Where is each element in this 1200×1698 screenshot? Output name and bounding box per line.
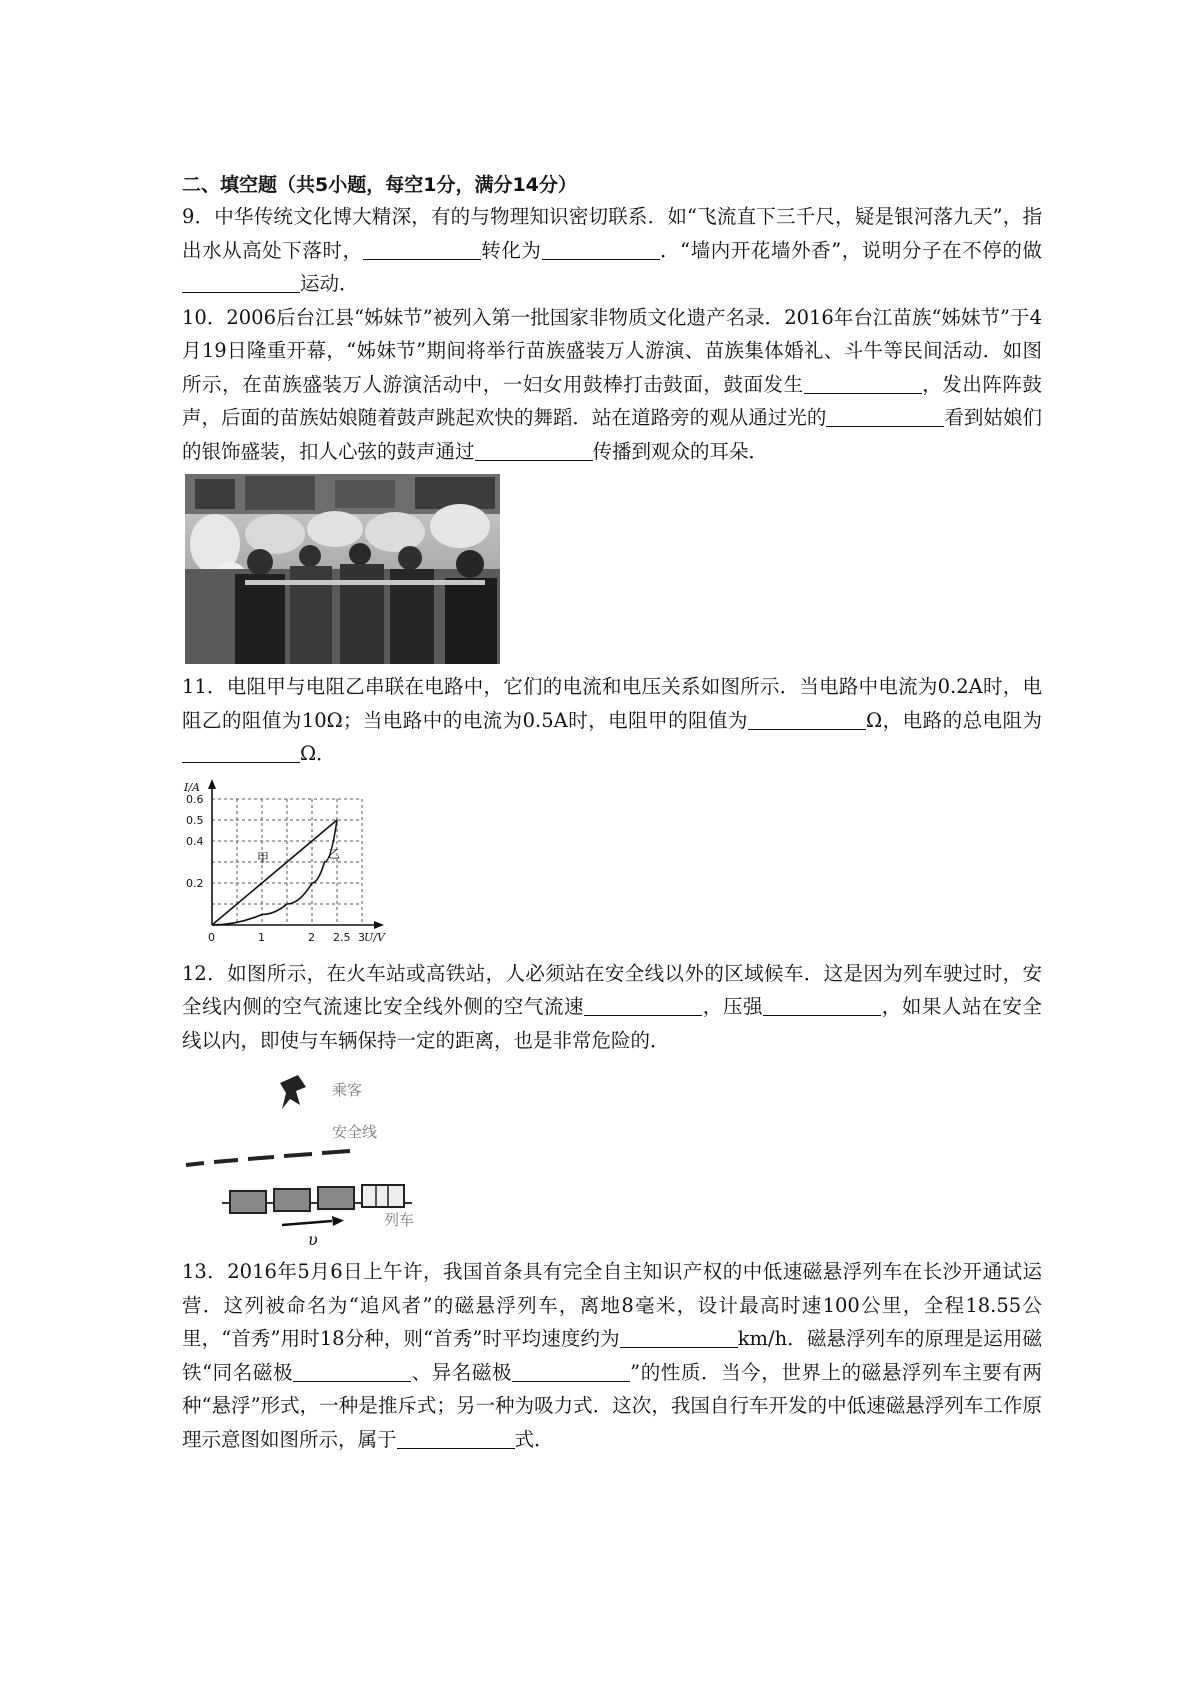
velocity-arrow-icon xyxy=(282,1216,344,1226)
y-tick-label: 0.2 xyxy=(186,876,204,890)
answer-blank[interactable] xyxy=(363,238,481,259)
festival-photo xyxy=(185,474,500,664)
passenger-label: 乘客 xyxy=(332,1081,363,1099)
x-tick-label: 1 xyxy=(258,930,265,944)
series-label: 乙 xyxy=(328,846,341,861)
x-tick-label: 3 xyxy=(358,930,365,944)
question-9: 9．中华传统文化博大精深，有的与物理知识密切联系．如“飞流直下三千尺，疑是银河落九天”，指出水从高处下落时， 转化为 ．“墙内开花墙外香”，说明分子在不停的做运动． xyxy=(182,205,1042,295)
answer-blank[interactable] xyxy=(826,406,944,427)
question-11: 11．电阻甲与电阻乙串联在电路中，它们的电流和电压关系如图所示．当电路中电流为0.2A时，电阻乙的阻值为10Ω；当电路中的电流为0.5A时，电阻甲的阻值为 Ω，电路的总电阻为Ω． xyxy=(182,675,1043,765)
answer-blank[interactable] xyxy=(542,238,660,259)
exam-page xyxy=(182,170,1042,1456)
y-axis-arrow-icon xyxy=(208,779,216,789)
series-line-1 xyxy=(212,820,337,925)
y-tick-label: 0.6 xyxy=(186,792,204,806)
section-title: 二、填空题（共5小题，每空1分，满分14分） xyxy=(182,174,577,196)
safety-line xyxy=(186,1151,350,1165)
answer-blank[interactable] xyxy=(475,439,593,460)
current-voltage-chart xyxy=(182,777,387,949)
answer-blank[interactable] xyxy=(584,995,702,1016)
answer-blank[interactable] xyxy=(804,372,922,393)
velocity-label: υ xyxy=(308,1230,318,1245)
answer-blank[interactable] xyxy=(512,1360,630,1381)
train-icon xyxy=(222,1185,412,1213)
safety-line-label: 安全线 xyxy=(332,1123,378,1141)
series-label: 甲 xyxy=(257,850,270,865)
y-tick-label: 0.4 xyxy=(186,834,204,848)
train-label: 列车 xyxy=(384,1211,415,1229)
answer-blank[interactable] xyxy=(763,995,881,1016)
x-tick-label: 2 xyxy=(308,930,315,944)
question-12: 12．如图所示，在火车站或高铁站，人必须站在安全线以外的区域候车．这是因为列车驶过时，安全线内侧的空气流速比安全线外侧的空气流速 ，压强 ，如果人站在安全线以内，即使与车辆保持一定的距离，也是非常危险的． xyxy=(182,961,1042,1052)
passenger-icon xyxy=(280,1075,306,1109)
answer-blank[interactable] xyxy=(182,742,300,763)
train-safety-line-figure xyxy=(182,1065,442,1245)
y-tick-label: 0.5 xyxy=(186,813,204,827)
answer-blank[interactable] xyxy=(620,1327,738,1348)
y-axis-label: I/A xyxy=(184,780,200,794)
answer-blank[interactable] xyxy=(182,272,300,293)
question-10: 10．2006后台江县“姊妹节”被列入第一批国家非物质文化遗产名录．2016年台江苗族“姊妹节”于4月19日隆重开幕，“姊妹节”期间将举行苗族盛装万人游演、苗族集体婚礼、斗牛等民间活动．如图所示，在苗族盛装万人游演活动中，一妇女用鼓棒打击鼓面，鼓面发生 ，发出阵阵鼓声，后面的苗族姑娘随着鼓声跳起欢快的舞蹈．站在道路旁的观从通过光的 看到姑娘们的银饰盛装，扣人心弦的鼓声通过 传播到观众的耳朵． xyxy=(182,305,1042,463)
x-axis-arrow-icon xyxy=(374,921,384,929)
answer-blank[interactable] xyxy=(293,1360,411,1381)
answer-blank[interactable] xyxy=(748,708,866,729)
x-axis-label: U/V xyxy=(364,930,385,944)
question-13: 13．2016年5月6日上午许，我国首条具有完全自主知识产权的中低速磁悬浮列车在长沙开通试运营．这列被命名为“追风者”的磁悬浮列车，离地8毫米，设计最高时速100公里，全程18.55公里，“首秀”用时18分种，则“首秀”时平均速度约为 km/h．磁悬浮列车的原理是运用磁铁“同名磁极 、异名磁极 ”的性质．当今，世界上的磁悬浮列车主要有两种“悬浮”形式，一种是推斥式；另一种为吸力式．这次，我国自行车开发的中低速磁悬浮列车工作原理示意图如图所示，属于 式． xyxy=(182,1260,1042,1451)
x-tick-label: 2.5 xyxy=(333,930,351,944)
x-tick-label: 0 xyxy=(208,930,215,944)
answer-blank[interactable] xyxy=(397,1427,515,1448)
